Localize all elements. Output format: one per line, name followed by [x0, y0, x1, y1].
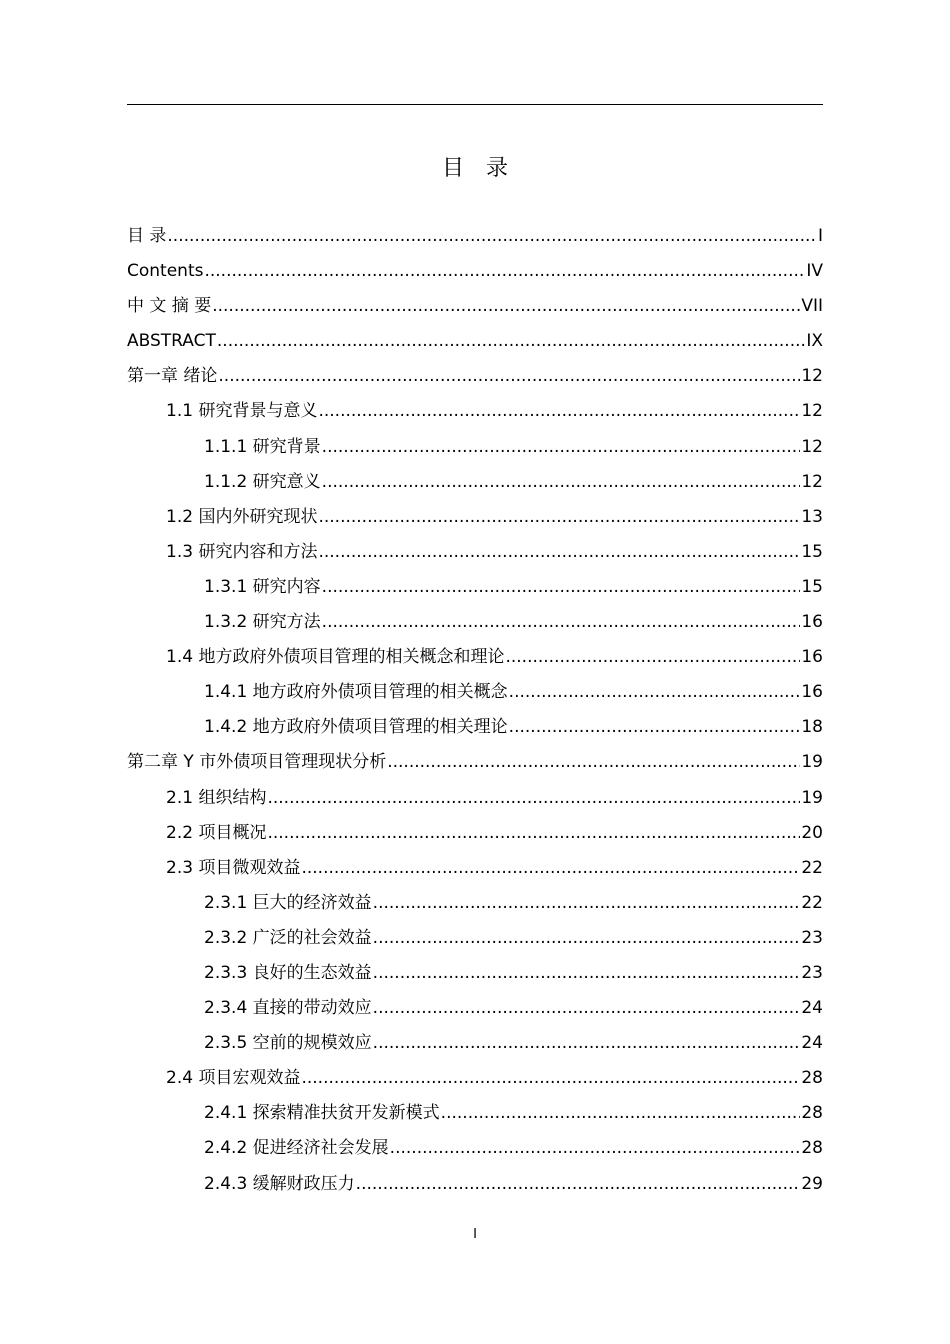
toc-entry-label: 1.1.1 研究背景: [204, 436, 321, 457]
toc-entry-page: 16: [801, 612, 823, 633]
toc-dot-leader: [204, 254, 805, 289]
toc-dot-leader: [217, 324, 805, 359]
toc-entry[interactable]: [127, 710, 823, 745]
toc-entry[interactable]: [127, 605, 823, 640]
toc-entry[interactable]: [127, 289, 823, 324]
toc-dot-leader: [373, 1026, 801, 1061]
toc-entry-label: 1.3.2 研究方法: [204, 612, 321, 633]
toc-entry[interactable]: [127, 921, 823, 956]
toc-entry-page: 16: [801, 647, 823, 668]
toc-entry[interactable]: [127, 886, 823, 921]
toc-entry-page: 24: [801, 998, 823, 1019]
toc-dot-leader: [505, 640, 800, 675]
toc-entry-page: VII: [801, 296, 823, 317]
toc-entry-page: 12: [801, 401, 823, 422]
toc-dot-leader: [373, 886, 801, 921]
toc-entry-label: 2.4 项目宏观效益: [166, 1068, 301, 1089]
toc-entry-label: Contents: [127, 261, 204, 282]
toc-entry-label: 1.4.2 地方政府外债项目管理的相关理论: [204, 717, 508, 738]
toc-dot-leader: [322, 430, 801, 465]
toc-entry-label: 2.2 项目概况: [166, 822, 267, 843]
toc-entry-page: 22: [801, 892, 823, 913]
toc-entry-page: IX: [806, 331, 823, 352]
toc-dot-leader: [301, 851, 800, 886]
toc-entry-label: ABSTRACT: [127, 331, 216, 352]
toc-entry-page: 23: [801, 962, 823, 983]
toc-dot-leader: [167, 219, 817, 254]
toc-dot-leader: [509, 675, 801, 710]
toc-entry[interactable]: [127, 535, 823, 570]
toc-entry[interactable]: [127, 359, 823, 394]
toc-entry-label: 1.1 研究背景与意义: [166, 401, 318, 422]
header-rule: [127, 104, 823, 105]
toc-entry-label: 1.4 地方政府外债项目管理的相关概念和理论: [166, 647, 505, 668]
toc-entry-label: 2.4.2 促进经济社会发展: [204, 1138, 389, 1159]
toc-dot-leader: [267, 781, 800, 816]
toc-entry[interactable]: [127, 219, 823, 254]
toc-entry[interactable]: [127, 500, 823, 535]
toc-entry-page: 20: [801, 822, 823, 843]
toc-entry-page: 12: [801, 471, 823, 492]
toc-dot-leader: [387, 745, 800, 780]
toc-entry[interactable]: [127, 956, 823, 991]
toc-dot-leader: [318, 535, 800, 570]
toc-entry-label: 1.3 研究内容和方法: [166, 541, 318, 562]
table-of-contents: [127, 219, 823, 1202]
toc-entry[interactable]: [127, 1131, 823, 1166]
toc-entry-page: 15: [801, 576, 823, 597]
toc-entry-page: 28: [801, 1068, 823, 1089]
toc-entry-page: 28: [801, 1103, 823, 1124]
toc-dot-leader: [267, 816, 800, 851]
toc-entry[interactable]: [127, 254, 823, 289]
toc-entry-page: 12: [801, 366, 823, 387]
toc-entry[interactable]: [127, 570, 823, 605]
toc-entry-page: 13: [801, 506, 823, 527]
toc-entry[interactable]: [127, 1096, 823, 1131]
toc-dot-leader: [212, 289, 800, 324]
toc-entry-page: 23: [801, 927, 823, 948]
toc-entry-page: 15: [801, 541, 823, 562]
toc-dot-leader: [322, 465, 801, 500]
toc-entry-page: IV: [806, 261, 823, 282]
toc-entry-label: 目 录: [127, 226, 167, 246]
toc-entry[interactable]: [127, 324, 823, 359]
toc-entry-label: 2.3.4 直接的带动效应: [204, 998, 372, 1019]
toc-entry-label: 1.3.1 研究内容: [204, 576, 321, 597]
toc-entry-label: 1.1.2 研究意义: [204, 471, 321, 492]
toc-dot-leader: [301, 1061, 800, 1096]
toc-entry[interactable]: [127, 394, 823, 429]
toc-entry-page: 19: [801, 787, 823, 808]
toc-entry-label: 第二章 Y 市外债项目管理现状分析: [127, 752, 387, 773]
toc-dot-leader: [441, 1096, 801, 1131]
toc-entry-page: 28: [801, 1138, 823, 1159]
toc-entry[interactable]: [127, 1167, 823, 1202]
toc-dot-leader: [318, 394, 800, 429]
toc-entry[interactable]: [127, 465, 823, 500]
toc-dot-leader: [322, 605, 801, 640]
toc-entry-page: 18: [801, 717, 823, 738]
toc-dot-leader: [373, 921, 801, 956]
toc-entry[interactable]: [127, 816, 823, 851]
toc-entry-page: 24: [801, 1033, 823, 1054]
toc-entry-label: 2.4.1 探索精准扶贫开发新模式: [204, 1103, 440, 1124]
toc-dot-leader: [318, 500, 800, 535]
toc-entry-label: 2.1 组织结构: [166, 787, 267, 808]
toc-dot-leader: [218, 359, 800, 394]
toc-entry-page: 12: [801, 436, 823, 457]
toc-dot-leader: [322, 570, 801, 605]
toc-dot-leader: [373, 991, 801, 1026]
page-title: 目 录: [441, 156, 508, 181]
toc-entry-label: 2.3.3 良好的生态效益: [204, 962, 372, 983]
toc-entry-label: 中 文 摘 要: [127, 296, 212, 317]
toc-entry-label: 2.4.3 缓解财政压力: [204, 1173, 355, 1194]
toc-entry-label: 第一章 绪论: [127, 366, 218, 387]
toc-entry-label: 1.4.1 地方政府外债项目管理的相关概念: [204, 682, 508, 703]
toc-entry-page: 19: [801, 752, 823, 773]
toc-dot-leader: [390, 1131, 801, 1166]
toc-dot-leader: [509, 710, 801, 745]
toc-entry[interactable]: [127, 430, 823, 465]
toc-entry[interactable]: [127, 991, 823, 1026]
toc-entry-label: 2.3 项目微观效益: [166, 857, 301, 878]
toc-entry[interactable]: [127, 851, 823, 886]
toc-dot-leader: [373, 956, 801, 991]
toc-entry[interactable]: [127, 1061, 823, 1096]
toc-entry-label: 2.3.2 广泛的社会效益: [204, 927, 372, 948]
toc-entry[interactable]: [127, 675, 823, 710]
toc-entry-label: 2.3.1 巨大的经济效益: [204, 892, 372, 913]
toc-entry-page: 29: [801, 1173, 823, 1194]
toc-entry[interactable]: [127, 781, 823, 816]
toc-entry[interactable]: [127, 1026, 823, 1061]
toc-entry[interactable]: [127, 640, 823, 675]
toc-entry-label: 2.3.5 空前的规模效应: [204, 1033, 372, 1054]
toc-entry-label: 1.2 国内外研究现状: [166, 506, 318, 527]
toc-dot-leader: [356, 1167, 801, 1202]
toc-entry-page: 22: [801, 857, 823, 878]
page-number: I: [473, 1227, 477, 1242]
toc-entry-page: 16: [801, 682, 823, 703]
toc-entry[interactable]: [127, 745, 823, 780]
toc-entry-page: I: [817, 226, 823, 246]
